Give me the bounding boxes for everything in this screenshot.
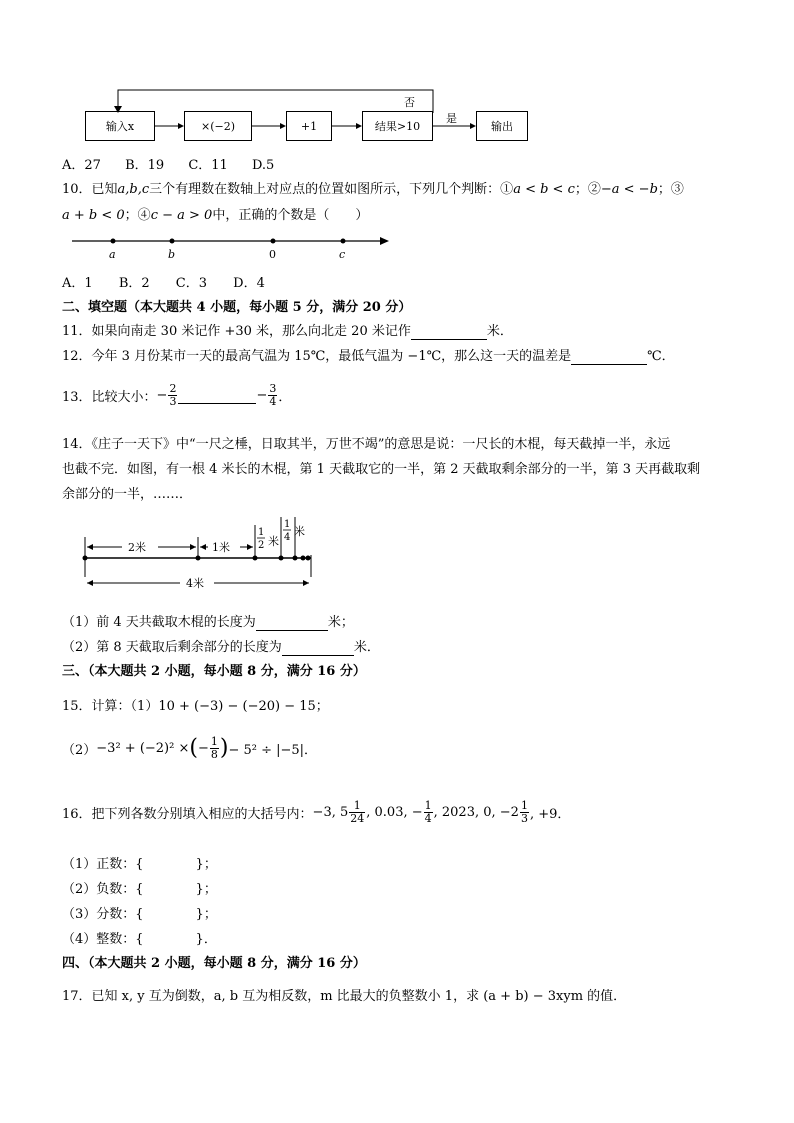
q14-line2: 也截不完．如图，有一根 4 米长的木棍，第 1 天截取它的一半，第 2 天截取剩余部分的一半，第 3 天再截取剩 (62, 462, 701, 477)
axis-label-a: a (109, 248, 116, 261)
q10-line1: 10．已知a,b,c三个有理数在数轴上对应点的位置如图所示，下列几个判断：①a < b < c；②−a < −b；③ (62, 182, 684, 197)
flow-yes-label: 是 (446, 112, 457, 125)
q14-line3: 余部分的一半，……． (62, 487, 193, 502)
q16-item-2: （2）负数：{ }； (62, 882, 217, 897)
flow-box-condition: 结果>10 (362, 111, 433, 141)
q9-option-a: A．27 (62, 158, 101, 173)
q16-line: 16．把下列各数分别填入相应的大括号内：−3, 5 $\frac{1}{24}$ , 0.03, − $\frac{1}{4}$ , 2023, 0, −2 $\frac{1}{3}$ , +9． (62, 799, 571, 825)
axis-label-c: c (339, 248, 346, 261)
axis-label-b: b (168, 248, 176, 261)
q13: 13．比较大小：− $\frac{2}{3}$ − $\frac{3}{4}$ ． (62, 382, 292, 408)
half-num: 1 (258, 527, 265, 538)
q11: 11．如果向南走 30 米记作 +30 米，那么向北走 20 米记作 米． (62, 324, 513, 339)
quarter-unit: 米 (294, 525, 305, 538)
q14-sub1: （1）前 4 天共截取木棍的长度为 米； (62, 615, 354, 630)
q14-sub2: （2）第 8 天截取后剩余部分的长度为 米． (62, 640, 380, 655)
flow-box-add: +1 (286, 111, 332, 141)
section2-title: 二、填空题（本大题共 4 小题，每小题 5 分，满分 20 分） (62, 300, 412, 315)
q16-item-4: （4）整数：{ }． (62, 932, 217, 947)
total-label: 4米 (186, 577, 204, 590)
seg-1m-label: 1米 (212, 541, 230, 554)
q16-item-1: （1）正数：{ }； (62, 857, 217, 872)
flow-box-output: 输出 (476, 111, 528, 141)
q10-line2: a + b < 0；④c − a > 0中，正确的个数是（ ） (62, 208, 369, 223)
q14-line1: 14．《庄子一天下》中“一尺之棰，日取其半，万世不竭”的意思是说：一尺长的木棍，每天截掉一半，永远 (62, 437, 671, 452)
q15-part2: （2）−3² + (−2)² ×(− $\frac{1}{8}$ )− 5² ÷ |−5|． (62, 735, 318, 761)
q9-option-d: D.5 (251, 158, 275, 173)
flow-box-multiply: ×(−2) (184, 111, 252, 141)
flow-no-label: 否 (404, 96, 415, 109)
stick-diagram (80, 515, 330, 597)
q15-part1: 15．计算：（1）10 + (−3) − (−20) − 15； (62, 699, 329, 714)
q10-options: A．1 B．2 C．3 D．4 (62, 276, 265, 291)
quarter-num: 1 (284, 519, 291, 530)
section3-title: 三、（本大题共 2 小题，每小题 8 分，满分 16 分） (62, 664, 366, 679)
axis-label-0: 0 (269, 248, 276, 261)
q16-item-3: （3）分数：{ }； (62, 907, 217, 922)
flow-box-input: 输入x (85, 111, 155, 141)
half-den: 2 (258, 540, 265, 551)
seg-2m-label: 2米 (128, 541, 146, 554)
number-line (60, 228, 400, 264)
q12: 12．今年 3 月份某市一天的最高气温为 15℃，最低气温为 −1℃，那么这一天的温差是 ℃． (62, 349, 675, 364)
q9-option-b: B．19 (125, 158, 165, 173)
quarter-den: 4 (284, 532, 291, 543)
q9-option-c: C．11 (188, 158, 228, 173)
q9-options (62, 154, 274, 173)
half-unit: 米 (268, 535, 279, 548)
q17: 17．已知 x, y 互为倒数，a, b 互为相反数，m 比最大的负整数小 1，求 (a + b) − 3xym 的值． (62, 989, 627, 1004)
section4-title: 四、（本大题共 2 小题，每小题 8 分，满分 16 分） (62, 956, 366, 971)
